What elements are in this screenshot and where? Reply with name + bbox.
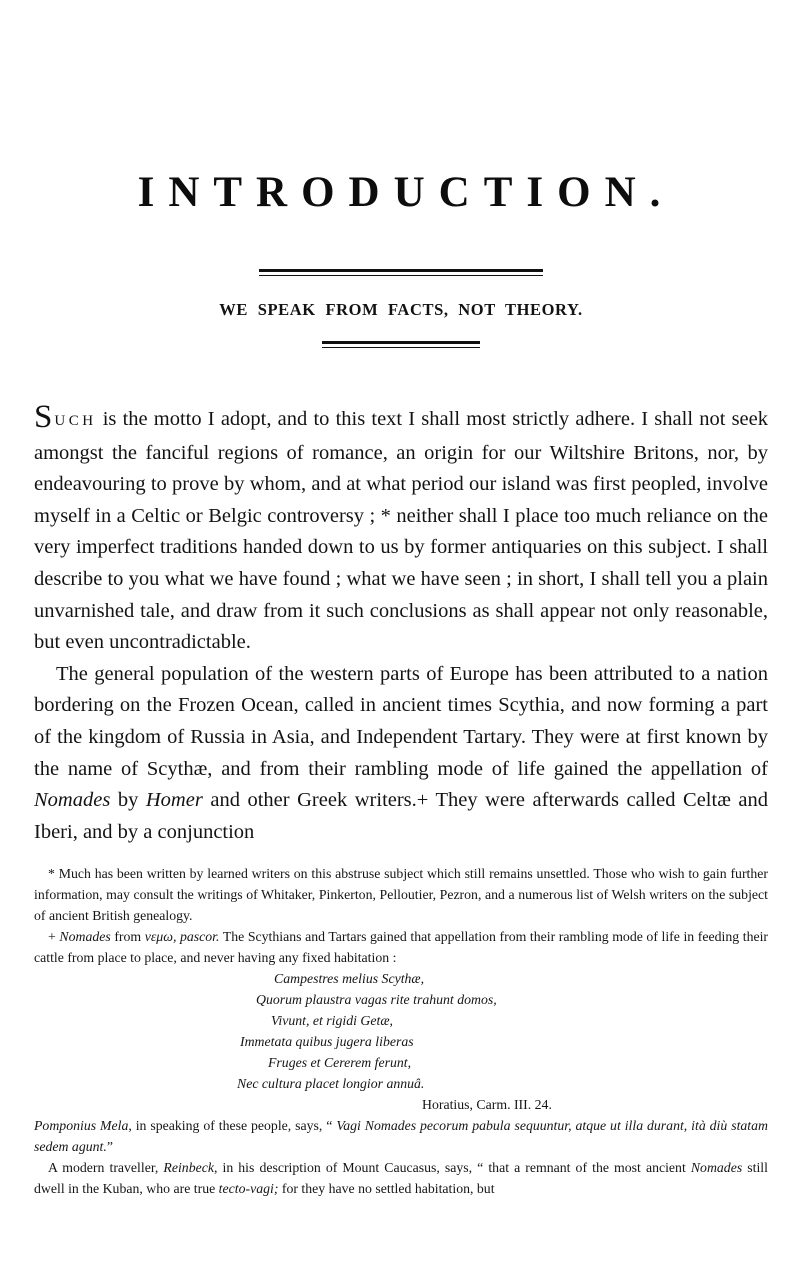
- drop-cap: S: [34, 399, 55, 435]
- small-caps: UCH: [54, 413, 97, 429]
- paragraph-2: The general population of the western parts of Europe has been attributed to a nation bordering on the Frozen Ocean, called in ancient times Scythia, and now forming a part of the kingdom of Russia in Asia, and Independent Tartary. They were at first known by the name of Scythæ, and from their rambling mode of life gained the appellation of Nomades by Homer and other Greek writers.+ They were afterwards called Celtæ and Iberi, and by a conjunction: [34, 662, 768, 843]
- footnote-reinbeck: A modern traveller, Reinbeck, in his description of Mount Caucasus, says, “ that a remnant of the most ancient Nomades still dwell in the Kuban, who are true tecto-vagi; for they have no settled habitation, but: [34, 1160, 768, 1197]
- paragraph-2-text: The general population of the western parts of Europe has been attributed to a nation bordering on the Frozen Ocean, called in ancient times Scythia, and now forming a part of the kingdom of Russia in Asia, and Independent Tartary. They were at first known by the name of Scythæ, and from their rambling mode of life gained the appellation of: [34, 662, 768, 780]
- verse-line: Fruges et Cererem ferunt,: [268, 1055, 412, 1071]
- footnote-mela: Pomponius Mela, in speaking of these people, says, “ Vagi Nomades pecorum pabula sequuntur, atque ut illa durant, ità diù statam sedem agunt.”: [34, 1118, 768, 1155]
- footnote-asterisk: * Much has been written by learned writers on this abstruse subject which still remains unsettled. Those who wish to gain further information, may consult the writings of Whitaker, Pinkerton, Pelloutier, Pezron, and a numerous list of Welsh writers on the subject of ancient British genealogy.: [34, 866, 768, 924]
- verse-line: Campestres melius Scythæ,: [274, 971, 425, 987]
- latin-quote: Vagi Nomades pecorum pabula sequuntur, atque ut illa durant, ità diù statam sedem agunt.: [34, 1118, 768, 1155]
- page-title: INTRODUCTION.: [137, 169, 675, 216]
- italic-tecto-vagi: tecto-vagi;: [218, 1181, 279, 1197]
- verse-line: Quorum plaustra vagas rite trahunt domos,: [256, 992, 497, 1008]
- double-rule-bottom: [322, 341, 480, 348]
- motto-text: WE SPEAK FROM FACTS, NOT THEORY.: [219, 300, 583, 319]
- italic-homer: Homer: [145, 789, 203, 812]
- italic-reinbeck: Reinbeck: [163, 1160, 214, 1176]
- italic-pomponius-mela: Pomponius Mela: [34, 1118, 129, 1134]
- verse-line: Vivunt, et rigidi Getæ,: [271, 1013, 393, 1029]
- double-rule-top: [259, 269, 543, 276]
- verse-line: Nec cultura placet longior annuâ.: [237, 1076, 425, 1092]
- verse-attribution: Horatius, Carm. III. 24.: [422, 1097, 552, 1113]
- paragraph-1: [34, 401, 768, 659]
- footnotes-section: [34, 863, 768, 1199]
- italic-nomades-footnote: Nomades: [59, 929, 111, 945]
- paragraph-1-text: is the motto I adopt, and to this text I shall most strictly adhere. I shall not seek amongst the fanciful regions of romance, an origin for our Wiltshire Britons, nor, by endeavouring to prove by whom, and at what period our island was first peopled, involve myself in a Celtic or Belgic controversy ; * neither shall I place too much reliance on the very imperfect traditions handed down to us by former antiquaries on this subject. I shall describe to you what we have found ; what we have seen ; in short, I shall tell you a plain unvarnished tale, and draw from it such conclusions as shall appear not only reasonable, but even uncontradictable.: [34, 408, 768, 654]
- italic-nomades-reinbeck: Nomades: [690, 1160, 743, 1176]
- latin-verse: [34, 968, 768, 1115]
- italic-nomades: Nomades: [34, 789, 111, 812]
- verse-line: Immetata quibus jugera liberas: [240, 1034, 414, 1050]
- footnote-marker: +: [48, 929, 60, 945]
- greek-term: νεμω, pascor.: [144, 929, 220, 945]
- footnote-dagger: + Nomades from νεμω, pascor. The Scythians and Tartars gained that appellation from their rambling mode of life in feeding their cattle from place to place, and never having any fixed habitation :: [34, 929, 769, 966]
